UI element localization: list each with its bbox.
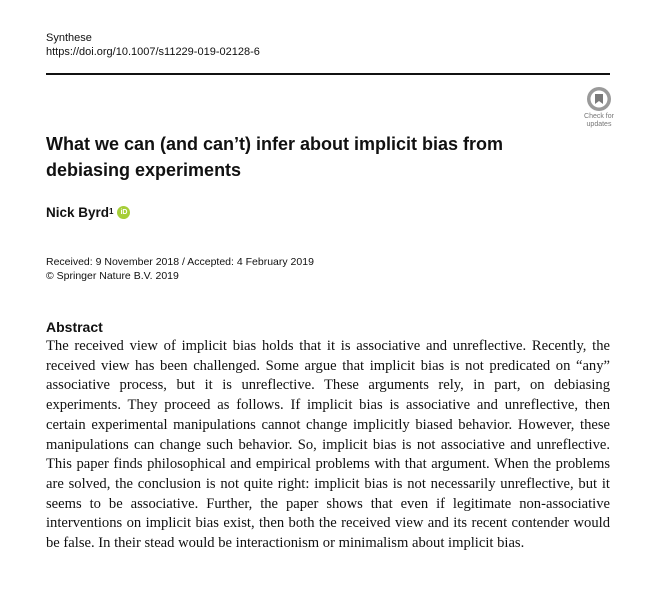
header-rule [46,73,610,75]
author-affiliation-mark: 1 [109,207,114,216]
badge-label-line2: updates [586,121,612,128]
orcid-icon[interactable]: iD [117,206,130,219]
copyright-notice: © Springer Nature B.V. 2019 [46,270,179,282]
article-title: What we can (and can’t) infer about implicit bias from debiasing experiments [46,134,504,180]
abstract-text: The received view of implicit bias holds that it is associative and unreflective. Recently, the received view has been challenged. Some argue that implicit bias is not predicated on “any” associative process, but it is unreflective. These arguments rely, in part, on debiasing experiments. They proceed as follows. If implicit bias is associative and unreflective, then certain experimental manipulations cannot change implicitly biased behavior. However, these manipulations can change such behavior. So, implicit bias is not associative and unreflective. This paper finds philosophical and empirical problems with that argument. When the problems are solved, the conclusion is not quite right: implicit bias is not necessarily unreflective, but it seems to be associative. Further, the paper shows that even if legitimate non-associative interventions on implicit bias exist, then both the received view and its recent contender would be false. In their stead would be interactionism or minimalism about implicit bias. [46,338,610,552]
journal-name: Synthese [46,32,92,44]
abstract-heading: Abstract [46,319,103,335]
check-for-updates-badge[interactable] [584,86,614,130]
received-accepted-dates: Received: 9 November 2018 / Accepted: 4 February 2019 [46,256,314,268]
check-for-updates-icon [586,86,612,112]
doi-link[interactable]: https://doi.org/10.1007/s11229-019-02128-6 [46,46,260,58]
badge-label-line1: Check for [584,113,614,120]
author-name[interactable]: Nick Byrd [46,205,110,220]
author-line [46,205,130,220]
